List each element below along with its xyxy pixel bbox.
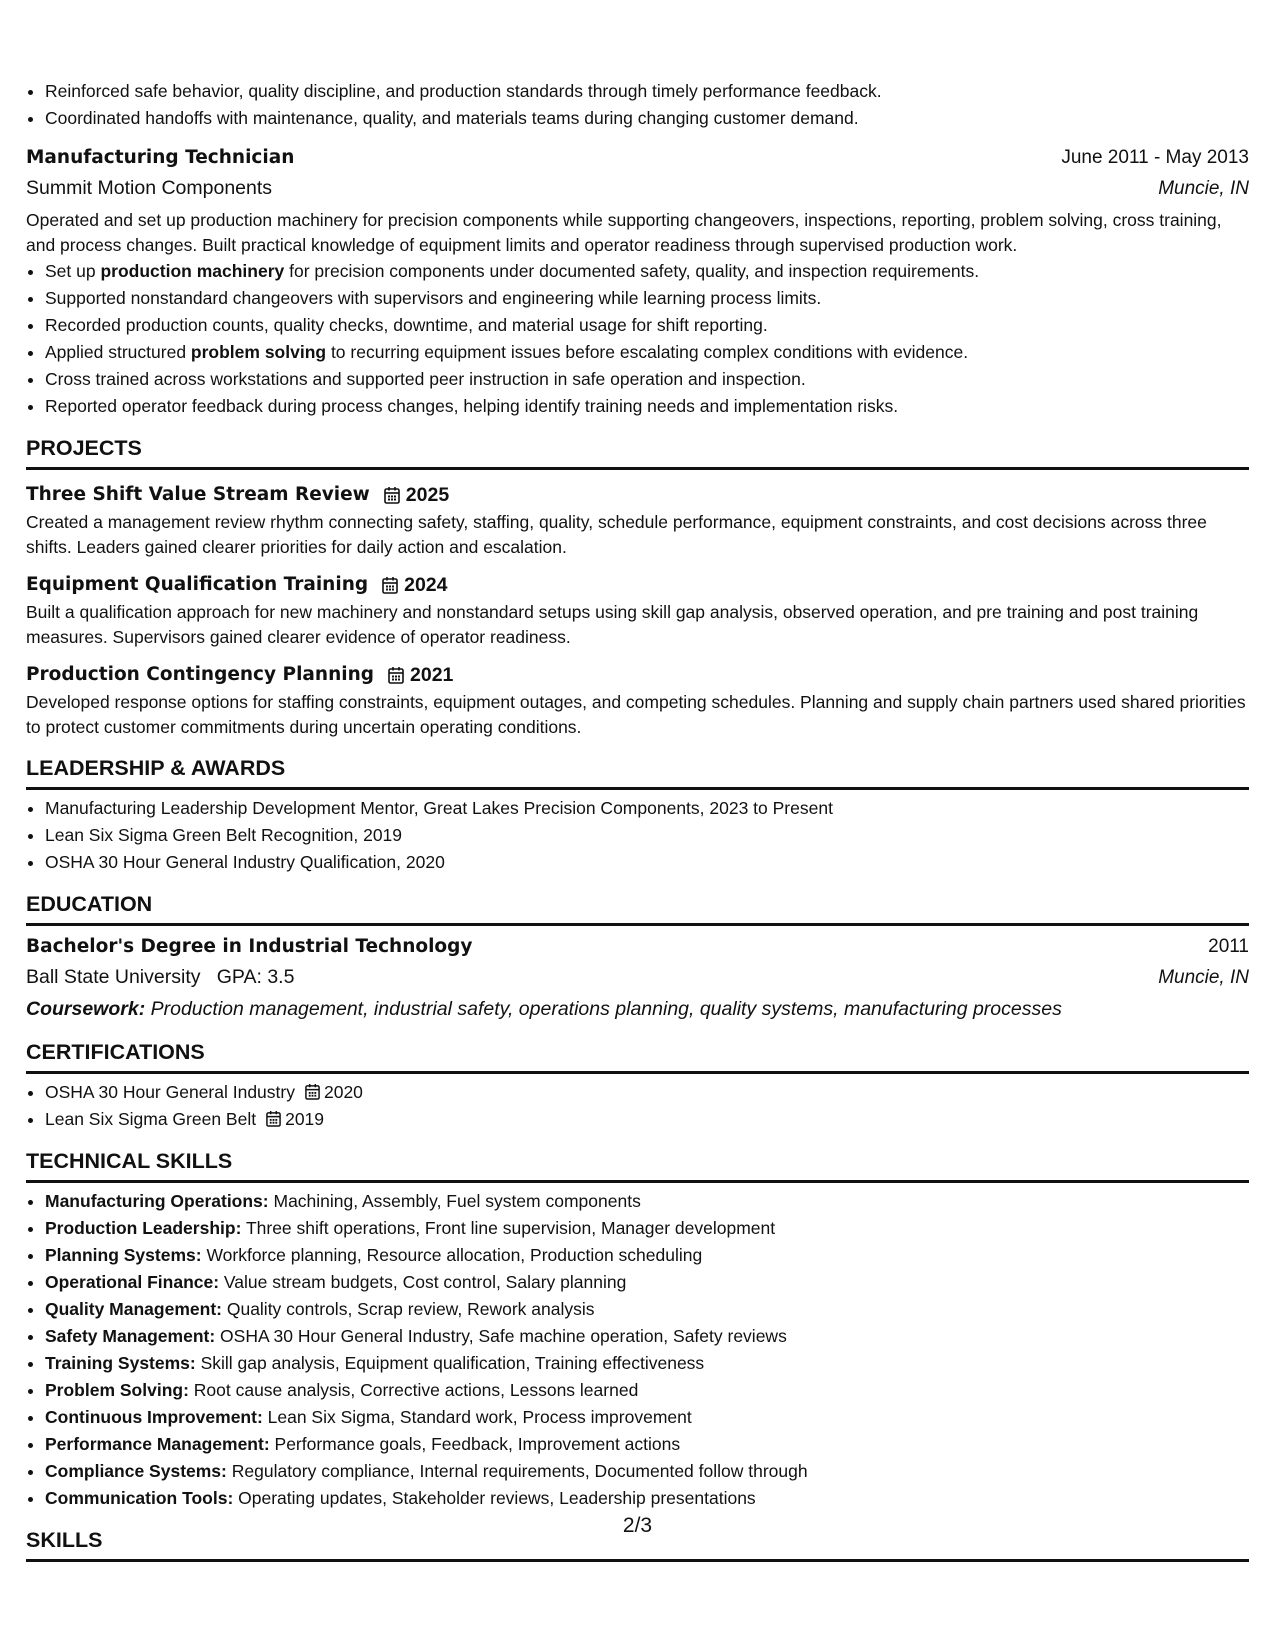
list-item: • OSHA 30 Hour General Industry Qualification, 2020 — [45, 849, 1249, 876]
list-item — [45, 1106, 1249, 1133]
list-item: • Compliance Systems: Regulatory compliance, Internal requirements, Documented follow through — [45, 1458, 1249, 1485]
job-header — [26, 142, 1249, 173]
certification-year: 2019 — [285, 1109, 325, 1129]
project-title: Equipment Qualification Training — [26, 574, 369, 595]
degree-name: Bachelor's Degree in Industrial Technology — [26, 936, 473, 957]
list-item: • Applied structured problem solving to recurring equipment issues before escalating complex conditions with evidence. — [45, 339, 1249, 366]
project-year: 2021 — [410, 664, 454, 686]
list-item: • Problem Solving: Root cause analysis, Corrective actions, Lessons learned — [45, 1377, 1249, 1404]
project-description: Developed response options for staffing constraints, equipment outages, and competing schedules. Planning and supply chain partners used shared priorities to protect customer commitments during uncertain operating conditions. — [26, 692, 1246, 737]
job-summary: Operated and set up production machinery for precision components while supporting changeovers, inspections, reporting, problem solving, cross training, and process changes. Built practical knowledge of equipment limits and operator readiness through supervised production work. — [26, 210, 1222, 255]
project-item — [26, 660, 1249, 740]
job-location: Muncie, IN — [1158, 178, 1249, 199]
education-school-row — [26, 962, 1249, 992]
job-title: Manufacturing Technician — [26, 147, 295, 168]
project-item — [26, 570, 1249, 650]
technical-skills-list — [26, 1188, 1249, 1512]
project-description: Created a management review rhythm connecting safety, staffing, quality, schedule performance, equipment constraints, and cost decisions across three shifts. Leaders gained clearer priorities for daily action and escalation. — [26, 512, 1207, 557]
project-description: Built a qualification approach for new machinery and nonstandard setups using skill gap analysis, observed operation, and pre training and post training measures. Supervisors gained clearer evidence of operator readiness. — [26, 602, 1199, 647]
list-item: • Quality Management: Quality controls, Scrap review, Rework analysis — [45, 1296, 1249, 1323]
page-number: 2/3 — [622, 1514, 653, 1537]
company-name: Summit Motion Components — [26, 177, 273, 199]
list-item: • Continuous Improvement: Lean Six Sigma, Standard work, Process improvement — [45, 1404, 1249, 1431]
certification-name: Lean Six Sigma Green Belt — [45, 1109, 257, 1129]
list-item: • Recorded production counts, quality checks, downtime, and material usage for shift reporting. — [45, 312, 1249, 339]
list-item: • Safety Management: OSHA 30 Hour General Industry, Safe machine operation, Safety reviews — [45, 1323, 1249, 1350]
education-year: 2011 — [1208, 936, 1249, 957]
list-item: • Reinforced safe behavior, quality discipline, and production standards through timely performance feedback. — [45, 78, 1249, 105]
resume-page — [26, 78, 1249, 1562]
job-company-row — [26, 173, 1249, 203]
certification-name: OSHA 30 Hour General Industry — [45, 1082, 295, 1102]
section-title-technical-skills: TECHNICAL SKILLS — [26, 1147, 1249, 1183]
section-title-skills: SKILLS — [26, 1526, 1249, 1562]
list-item: • Planning Systems: Workforce planning, Resource allocation, Production scheduling — [45, 1242, 1249, 1269]
section-title-education: EDUCATION — [26, 890, 1249, 926]
previous-job-bullets — [26, 78, 1249, 132]
list-item: • Manufacturing Leadership Development Mentor, Great Lakes Precision Components, 2023 to Present — [45, 795, 1249, 822]
list-item: • Coordinated handoffs with maintenance, quality, and materials teams during changing customer demand. — [45, 105, 1249, 132]
calendar-icon — [382, 576, 398, 594]
education-header — [26, 932, 1249, 962]
project-year: 2025 — [405, 484, 450, 506]
section-title-certifications: CERTIFICATIONS — [26, 1038, 1249, 1074]
project-title: Three Shift Value Stream Review — [26, 484, 370, 505]
education-location: Muncie, IN — [1158, 967, 1249, 988]
list-item: • Reported operator feedback during process changes, helping identify training needs and implementation risks. — [45, 393, 1249, 420]
calendar-icon — [388, 666, 404, 684]
list-item: • Manufacturing Operations: Machining, Assembly, Fuel system components — [45, 1188, 1249, 1215]
coursework — [26, 994, 1249, 1024]
coursework-label: Coursework: — [26, 998, 146, 1020]
calendar-icon — [384, 486, 400, 504]
school-name: Ball State University — [26, 966, 201, 988]
certifications-list — [26, 1079, 1249, 1133]
list-item: • Set up production machinery for precision components under documented safety, quality, and inspection requirements. — [45, 258, 1249, 285]
job-dates: June 2011 - May 2013 — [1061, 147, 1249, 168]
list-item: • Supported nonstandard changeovers with supervisors and engineering while learning process limits. — [45, 285, 1249, 312]
project-year: 2024 — [404, 574, 448, 596]
list-item: • Cross trained across workstations and supported peer instruction in safe operation and inspection. — [45, 366, 1249, 393]
section-title-leadership: LEADERSHIP & AWARDS — [26, 754, 1249, 790]
job-bullets — [26, 258, 1249, 420]
leadership-list — [26, 795, 1249, 876]
calendar-icon — [266, 1110, 281, 1127]
list-item — [45, 1079, 1249, 1106]
list-item: • Performance Management: Performance goals, Feedback, Improvement actions — [45, 1431, 1249, 1458]
certification-year: 2020 — [323, 1082, 363, 1102]
coursework-text: Production management, industrial safety, operations planning, quality systems, manufacturing processes — [145, 998, 1062, 1020]
list-item: • Lean Six Sigma Green Belt Recognition, 2019 — [45, 822, 1249, 849]
list-item: • Operational Finance: Value stream budgets, Cost control, Salary planning — [45, 1269, 1249, 1296]
section-title-projects: PROJECTS — [26, 434, 1249, 470]
school-info — [26, 962, 294, 992]
list-item: • Training Systems: Skill gap analysis, Equipment qualification, Training effectiveness — [45, 1350, 1249, 1377]
project-title: Production Contingency Planning — [26, 664, 374, 685]
list-item: • Production Leadership: Three shift operations, Front line supervision, Manager development — [45, 1215, 1249, 1242]
gpa: GPA: 3.5 — [216, 966, 295, 988]
list-item: • Communication Tools: Operating updates, Stakeholder reviews, Leadership presentations — [45, 1485, 1249, 1512]
project-item — [26, 480, 1249, 560]
calendar-icon — [305, 1083, 320, 1100]
